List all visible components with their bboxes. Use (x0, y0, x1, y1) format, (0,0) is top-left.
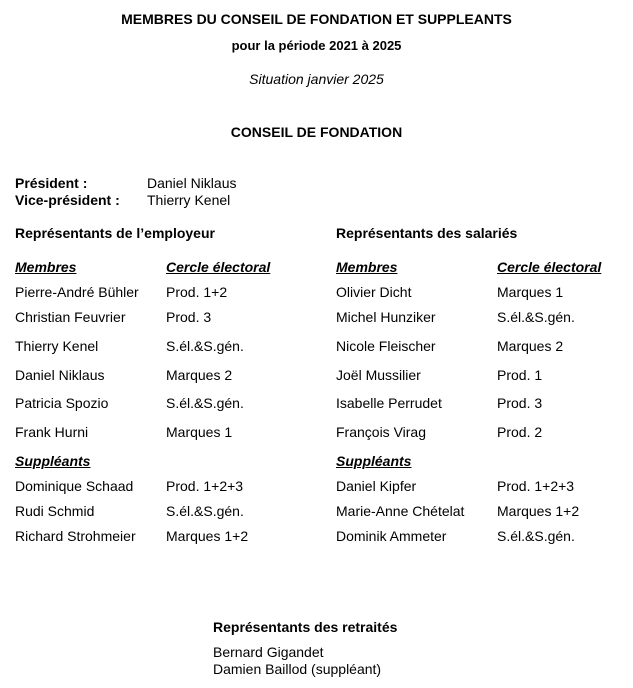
employer-substitute-circle: Prod. 1+2+3 (166, 478, 244, 494)
employer-member-name: Patricia Spozio (15, 395, 109, 411)
employee-member-circle: Marques 2 (497, 338, 564, 354)
employees-members-header: Membres (336, 259, 398, 275)
vice-president-label: Vice-président : (15, 192, 120, 208)
employer-member-circle: S.él.&S.gén. (166, 395, 244, 411)
employee-substitute-name: Marie-Anne Chételat (336, 503, 465, 519)
employee-member-circle: S.él.&S.gén. (497, 309, 575, 325)
president-label: Président : (15, 175, 88, 191)
employer-substitutes-header: Suppléants (15, 453, 91, 469)
employer-substitute-circle: S.él.&S.gén. (166, 503, 244, 519)
employee-substitute-circle: Prod. 1+2+3 (497, 478, 575, 494)
employee-member-name: Isabelle Perrudet (336, 395, 442, 411)
employer-member-circle: Marques 2 (166, 367, 233, 383)
employer-member-name: Thierry Kenel (15, 338, 99, 354)
employer-member-circle: Prod. 3 (166, 309, 212, 325)
employee-member-name: François Virag (336, 424, 427, 440)
retiree-name: Damien Baillod (suppléant) (213, 661, 382, 677)
employer-member-circle: S.él.&S.gén. (166, 338, 244, 354)
employee-member-circle: Prod. 1 (497, 367, 543, 383)
employer-member-name: Frank Hurni (15, 424, 89, 440)
president-name: Daniel Niklaus (147, 175, 237, 191)
employer-circle-header: Cercle électoral (166, 259, 271, 275)
employee-substitute-name: Daniel Kipfer (336, 478, 417, 494)
employer-member-name: Pierre-André Bühler (15, 284, 139, 300)
employee-member-circle: Prod. 3 (497, 395, 543, 411)
document-title: MEMBRES DU CONSEIL DE FONDATION ET SUPPLEANTS (121, 11, 512, 27)
employee-member-name: Michel Hunziker (336, 309, 436, 325)
employer-members-header: Membres (15, 259, 77, 275)
employer-substitute-circle: Marques 1+2 (166, 528, 249, 544)
employee-substitute-circle: Marques 1+2 (497, 503, 580, 519)
employer-member-name: Christian Feuvrier (15, 309, 126, 325)
employee-member-name: Olivier Dicht (336, 284, 412, 300)
employee-member-circle: Prod. 2 (497, 424, 543, 440)
retiree-name: Bernard Gigandet (213, 644, 324, 660)
employees-substitutes-header: Suppléants (336, 453, 412, 469)
period-subtitle: pour la période 2021 à 2025 (231, 38, 402, 53)
employees-heading: Représentants des salariés (336, 225, 518, 241)
employee-substitute-name: Dominik Ammeter (336, 528, 447, 544)
employer-substitute-name: Rudi Schmid (15, 503, 95, 519)
employee-substitute-circle: S.él.&S.gén. (497, 528, 575, 544)
retirees-heading: Représentants des retraités (213, 619, 398, 635)
employer-member-circle: Prod. 1+2 (166, 284, 228, 300)
employer-substitute-name: Dominique Schaad (15, 478, 134, 494)
section-title: CONSEIL DE FONDATION (230, 124, 403, 140)
employee-member-circle: Marques 1 (497, 284, 564, 300)
employer-substitute-name: Richard Strohmeier (15, 528, 136, 544)
employer-member-circle: Marques 1 (166, 424, 233, 440)
employee-member-name: Joël Mussilier (336, 367, 421, 383)
vice-president-name: Thierry Kenel (147, 192, 231, 208)
employer-member-name: Daniel Niklaus (15, 367, 105, 383)
situation-date: Situation janvier 2025 (249, 71, 384, 87)
employees-circle-header: Cercle électoral (497, 259, 602, 275)
employee-member-name: Nicole Fleischer (336, 338, 436, 354)
employer-heading: Représentants de l’employeur (15, 225, 215, 241)
